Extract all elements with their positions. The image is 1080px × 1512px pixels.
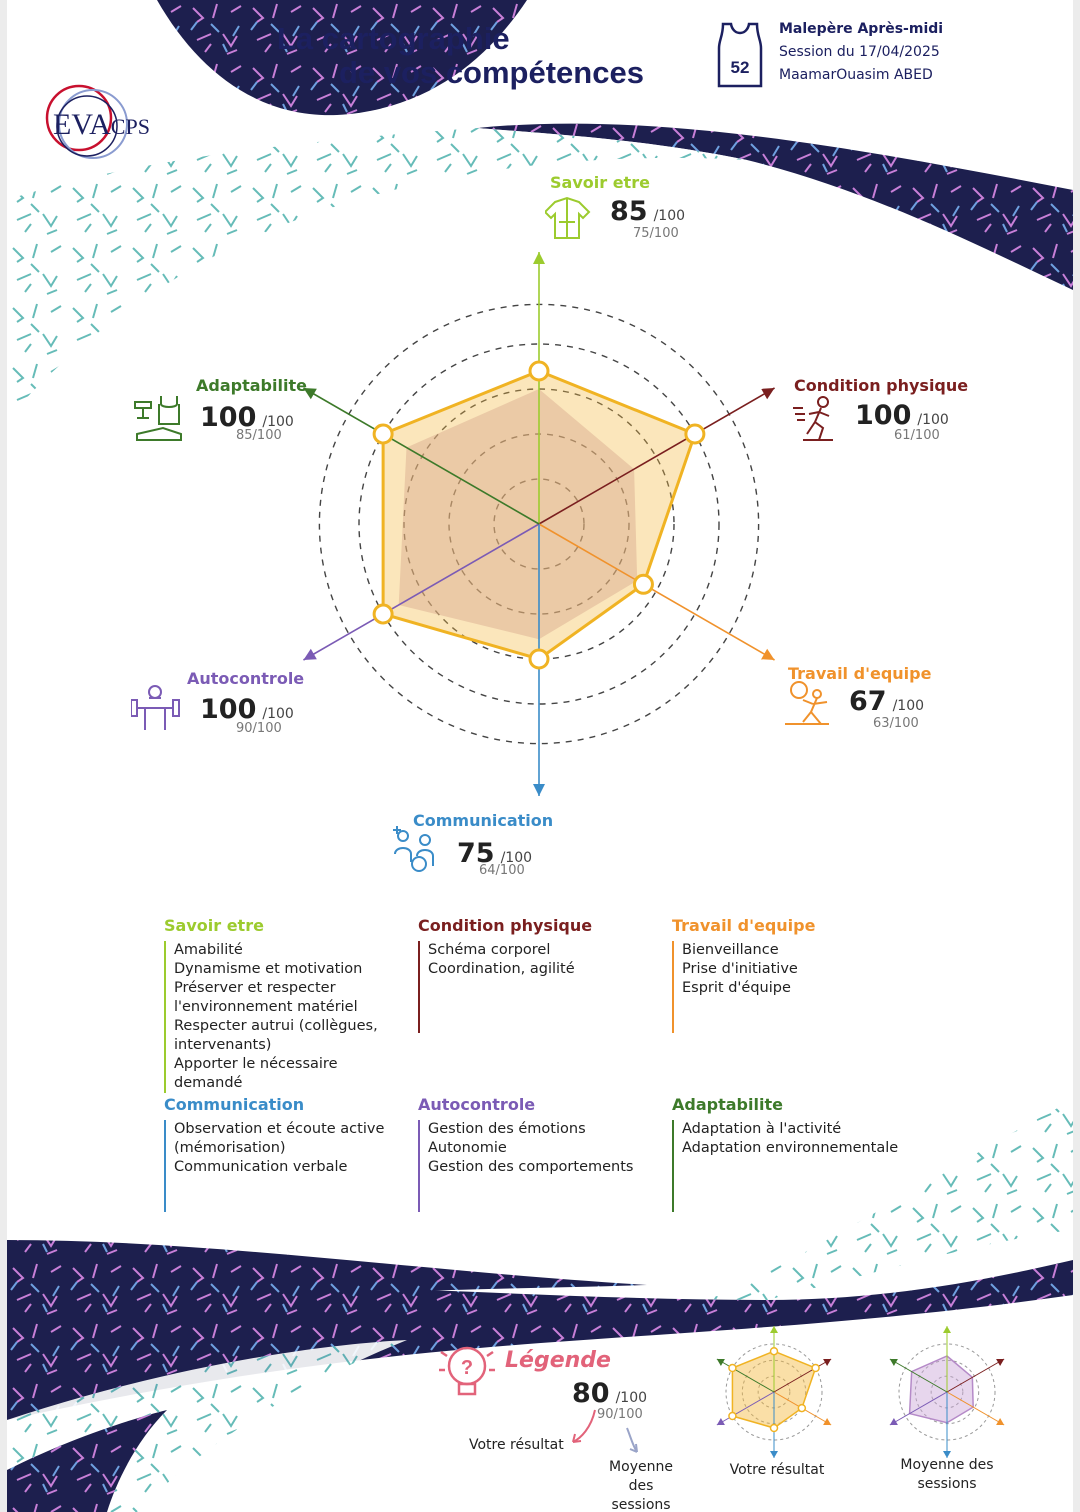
detail-item: Respecter autrui (collègues, intervenants) [174,1018,378,1053]
score-title-0: Savoir etre [550,173,650,192]
detail-items [164,941,399,1093]
radar-axis-arrow [303,649,316,660]
detail-items [418,941,653,1033]
score-value: 100 [200,694,257,725]
mini-point [729,1413,736,1420]
score-value: 100 [855,400,912,431]
score-max: /100 [917,412,949,428]
detail-item: Autonomie [428,1140,507,1156]
kimono-icon [545,196,595,250]
score-value-group-2 [849,686,924,717]
score-max: /100 [500,850,533,866]
mini-point [771,1425,778,1432]
mini-point [812,1365,819,1372]
detail-item: Dynamisme et motivation [174,961,363,977]
radar-point [530,650,548,668]
score-average-2: 63/100 [873,716,919,731]
volleyball-icon [783,680,833,734]
score-average-4: 90/100 [236,721,282,736]
detail-title: Communication [164,1095,305,1114]
detail-item: Gestion des émotions [428,1121,586,1137]
score-max: /100 [262,706,294,722]
sport-gear-icon [133,394,183,448]
mini-avg-label [877,1456,1017,1494]
radar-point [374,605,392,623]
detail-item: Prise d'initiative [682,961,798,977]
legend-avg-line-1: Moyenne [609,1459,673,1475]
radar-point [686,425,704,443]
page [7,0,1073,1512]
mini-axis-arrow [770,1451,778,1458]
score-value: 75 [457,838,495,869]
detail-block-2 [672,916,907,1033]
mini-area [910,1356,974,1423]
mini-point [771,1348,778,1355]
radar-point [634,575,652,593]
detail-title: Savoir etre [164,916,264,935]
title-line-2: de vos compétences [339,55,644,90]
detail-item: Adaptation environnementale [682,1140,899,1156]
detail-block-3 [164,1095,399,1212]
detail-item: Communication verbale [174,1159,348,1175]
score-value-group-0 [610,196,685,227]
session-name: Malepère Après-midi [779,21,944,37]
legend-title: Légende [505,1348,611,1373]
mini-radar-average [873,1318,1021,1458]
score-value: 85 [610,196,648,227]
detail-item: Préserver et respecter l'environnement matériel [174,980,358,1015]
radar-axis-arrow [761,649,774,660]
legend-sample-avg: 90/100 [597,1407,643,1422]
mini-result-label: Votre résultat [729,1462,825,1478]
mini-axis-arrow [770,1326,778,1333]
detail-items [418,1120,653,1212]
legend-sample-max: /100 [615,1390,648,1406]
legend-sample-value: 80 [572,1378,610,1409]
detail-title: Travail d'equipe [672,916,816,935]
detail-block-1 [418,916,653,1033]
detail-item: Adaptation à l'activité [682,1121,842,1137]
runner-icon [793,394,843,448]
radar-point [530,362,548,380]
radar-point [374,425,392,443]
detail-title: Condition physique [418,916,593,935]
legend-result-label: Votre résultat [469,1437,564,1453]
score-title-5: Adaptabilite [196,376,307,395]
detail-block-0 [164,916,399,1093]
mini-avg-line-2: sessions [917,1476,977,1492]
jersey-number: 52 [730,58,750,77]
mini-point [798,1405,805,1412]
score-max: /100 [892,698,925,714]
detail-item: Gestion des comportements [428,1159,634,1175]
detail-item: Coordination, agilité [428,961,575,977]
detail-items [672,1120,912,1212]
lightbulb-question-icon [437,1340,497,1410]
radar-axis-arrow [533,252,545,264]
legend-avg-line-2: des sessions [611,1478,671,1512]
legend-arrows [567,1398,657,1458]
team-talk-icon [391,826,441,880]
score-value-group-1 [855,400,949,431]
score-average-3: 64/100 [479,863,525,878]
detail-item: Apporter le nécessaire demandé [174,1056,338,1091]
radar-axis-arrow [761,388,774,399]
mini-axis-arrow [943,1326,951,1333]
weightlifter-icon [131,684,181,738]
detail-items [164,1120,399,1212]
score-title-1: Condition physique [794,376,969,395]
logo-text-right: CPS [110,114,150,139]
radar-chart [7,0,1073,900]
session-date: Session du 17/04/2025 [779,44,940,60]
mini-radar-result [700,1318,848,1468]
detail-title: Adaptabilite [672,1095,783,1114]
detail-item: Observation et écoute active (mémorisation) [174,1121,385,1156]
logo-text-left: EVA [53,108,111,141]
detail-block-4 [418,1095,653,1212]
mini-point [729,1365,736,1372]
detail-title: Autocontrole [418,1095,536,1114]
legend [437,1340,677,1510]
score-average-5: 85/100 [236,428,282,443]
score-average-1: 61/100 [894,428,940,443]
radar-axis-arrow [533,784,545,796]
score-title-4: Autocontrole [187,669,305,688]
mini-avg-line-1: Moyenne des [900,1457,994,1473]
detail-item: Amabilité [174,942,243,958]
score-max: /100 [262,414,294,430]
title-line-1: La cartographie [277,21,510,56]
score-average-0: 75/100 [633,226,679,241]
detail-block-5 [672,1095,912,1212]
score-title-3: Communication [413,811,554,830]
detail-items [672,941,907,1033]
score-max: /100 [653,208,686,224]
score-value: 67 [849,686,887,717]
participant-name: MaamarOuasim ABED [779,67,933,83]
detail-item: Schéma corporel [428,942,551,958]
detail-item: Bienveillance [682,942,779,958]
score-title-2: Travail d'equipe [788,664,932,683]
score-value: 100 [200,402,257,433]
detail-item: Esprit d'équipe [682,980,791,996]
svg-text:?: ? [460,1357,474,1379]
